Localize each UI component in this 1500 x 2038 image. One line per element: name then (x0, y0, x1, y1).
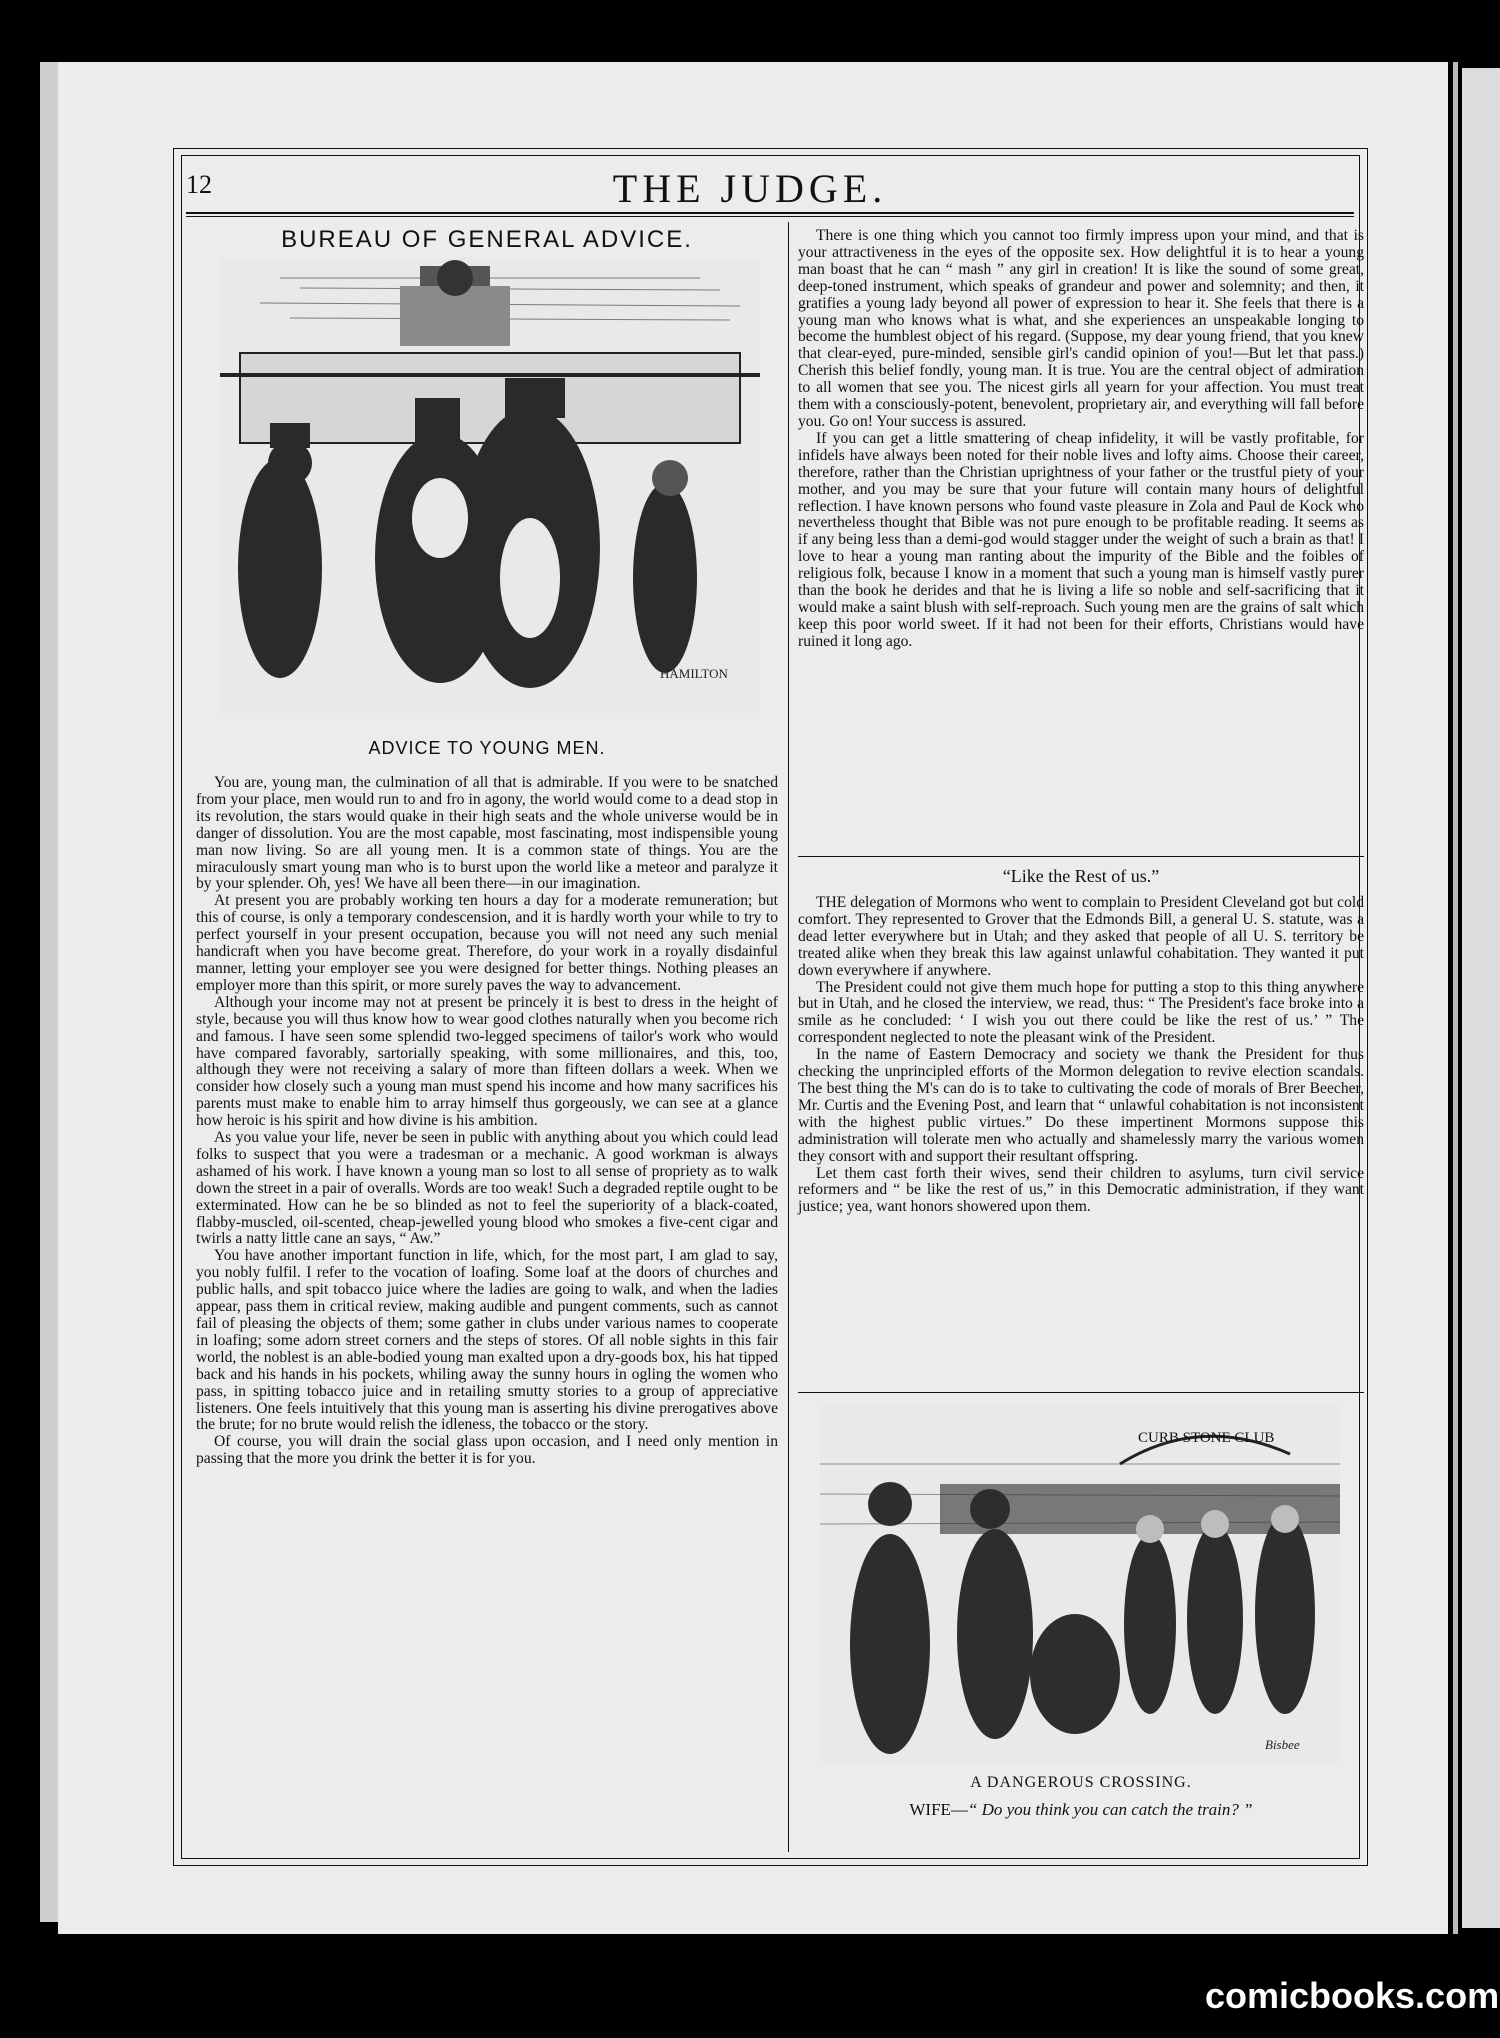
article-paragraph: You have another important function in life, which, for the most part, I am glad to say, you nobly fulfil. I refer to the vocation of loafing. Some loaf at the doors of churches and public halls, and spit tobacco juice where the ladies are going to walk, and when the ladies appear, pass them in critical review, making audible and pungent comments, such as cannot fail of pleasing the objects of them; some gather in clubs under various names to cooperate in loafing; some adorn street corners and the steps of stores. Of all noble sights in this fair world, the noblest is an able-bodied young man exalted upon a dry-goods box, his hat tipped back and his hands in his pockets, whiling away the sunny hours in ogling the women who pass, in spitting tobacco juice and in retailing smutty stories to a group of appreciative listeners. One feels intuitively that this young man is asserting his divine prerogatives above the brute; for no brute would relish the idleness, the tobacco or the story. (196, 1247, 778, 1434)
cartoon-caption-dialogue (798, 1800, 1364, 1820)
masthead-rule-thin (186, 216, 1354, 217)
advice-cartoon-drawing (220, 258, 760, 713)
cartoon-signature: Bisbee (1265, 1737, 1300, 1752)
article-paragraph: THE delegation of Mormons who went to complain to President Cleveland got but cold comfort. They represented to Grover that the Edmonds Bill, a general U. S. statute, was a dead letter everywhere but in Utah; and they asked that people of all U. S. territory be treated alike when they break this law against unlawful cohabitation. They wanted it put down everywhere if anywhere. (798, 894, 1364, 979)
cartoon-sign-text: CURB STONE CLUB (1138, 1430, 1275, 1446)
article-paragraph: The President could not give them much hope for putting a stop to this thing anywhere but in Utah, and he closed the interview, we read, thus: “ The President's face broke into a smile as he concluded: ‘ I wish you out there could be like the rest of us.’ ” The correspondent neglected to note the pleasant wink of the President. (798, 978, 1364, 1047)
column-divider (788, 222, 789, 1852)
adjacent-page-edge (1462, 68, 1500, 1928)
advice-cartoon-illustration (220, 258, 760, 713)
cartoon-signature: HAMILTON (660, 666, 728, 681)
article-title: ADVICE TO YOUNG MEN. (368, 738, 606, 758)
article-paragraph: As you value your life, never be seen in public with anything about you which could lead folks to suspect that you were a tradesman or a mechanic. A good workman is always ashamed of his work. I have known a young man so lost to all sense of propriety as to walk down the street in a pair of overalls. Words are too weak! Such a degraded reptile ought to be exterminated. How can he be so blinded as not to feel the superiority of a black-coated, flabby-muscled, oil-scented, cheap-jewelled young blood who smokes a five-cent cigar and twirls a natty little cane an says, “ Aw.” (196, 1129, 778, 1248)
article-paragraph: Let them cast forth their wives, send their children to asylums, turn civil service reformers and “ be like the rest of us,” in this Democratic administration, if they want justice; yea, want honors showered upon them. (798, 1164, 1364, 1216)
page-number: 12 (186, 170, 212, 199)
cartoon-caption-title: A DANGEROUS CROSSING. (970, 1774, 1192, 1791)
article-paragraph: You are, young man, the culmination of all that is admirable. If you were to be snatched from your place, men would run to and fro in agony, the world would come to a dead stop in its revolution, the stars would quake in their high seats and the whole universe would be in danger of dissolution. You are the most capable, most fascinating, most indispensible young man now living. So are all young men. It is a common state of things. You are the miraculously smart young man who is to burst upon the world like a meteor and paralyze it by your splender. Oh, yes! We have all been there—in our imagination. (196, 774, 778, 893)
article-paragraph: At present you are probably working ten hours a day for a moderate remuneration; but this of course, is only a temporary condescension, and it is hardly worth your while to try to perfect yourself in your present occupation, because you will not need any such menial handicraft when you have become great. Therefore, do your work in a royally disdainful manner, letting your employer see you were designed for better things. Nothing pleases an employer more than this spirit, or more surely paves the way to advancement. (196, 892, 778, 994)
article-paragraph: Of course, you will drain the social glass upon occasion, and I need only mention in passing that the more you drink the better it is for you. (196, 1433, 778, 1468)
masthead-title: THE JUDGE. (612, 166, 888, 211)
crossing-cartoon-illustration (820, 1404, 1340, 1764)
article-paragraph: In the name of Eastern Democracy and society we thank the President for thus checking the unprincipled efforts of the Mormon delegation to revive election scandals. The best thing the M's can do is to take to cultivating the code of morals of Brer Beecher, Mr. Curtis and the Evening Post, and learn that “ unlawful cohabitation is not inconsistent with the highest public virtues.” Do these impertinent Mormons suppose this administration will tolerate men who actually and shamelessly marry the various women they consort with and support their resultant offspring. (798, 1046, 1364, 1165)
page-edge-shadow (1453, 62, 1458, 1934)
section-title: BUREAU OF GENERAL ADVICE. (281, 226, 693, 253)
advice-article-body (196, 775, 778, 1468)
advice-article-continued (798, 228, 1364, 651)
article-paragraph: Although your income may not at present be princely it is best to dress in the height of style, because you will thus know how to wear good clothes naturally when you become rich and famous. I have seen some splendid two-legged specimens of tailor's work who would have compared favorably, sartorially speaking, with some millionaires, and this, too, although they were not receiving a salary of more than fifteen dollars a week. When we consider how closely such a young man must spend his income and how many sacrifices his parents must make to enable him to array himself thus gorgeously, we can see at a glance how heroic is his spirit and how divine is his ambition. (196, 993, 778, 1130)
caption-speaker: WIFE— (909, 1800, 968, 1819)
section-divider-right (798, 856, 1364, 857)
masthead-rule (186, 212, 1354, 214)
cartoon-divider-right (798, 1392, 1364, 1393)
article-paragraph: If you can get a little smattering of cheap infidelity, it will be vastly profitable, for infidels have always been noted for their noble lives and lofty aims. Choose their career, therefore, rather than the Christian uprightness of your father or the trustful piety of your mother, and you may be sure that your future will contain many hours of delightful reflection. I have known persons who found vaste pleasure in Zola and Paul de Kock who nevertheless thought that Bible was not pure enough to be profitable reading. It seems as if any being less than a demi-god would stagger under the weight of such a brain as that! I love to hear a young man ranting about the impurity of the Bible and the foibles of religious folk, because I know in a moment that such a young man is himself vastly purer than the book he derides and that he is living a life so noble and self-sacrificing that it would make a saint blush with self-reproach. Such young men are the grains of salt which keep this poor world sweet. If it had not been for their efforts, Christians would have ruined it long ago. (798, 429, 1364, 650)
article-title-like-rest: “Like the Rest of us.” (1002, 866, 1160, 886)
article-paragraph: There is one thing which you cannot too firmly impress upon your mind, and that is your attractiveness in the eyes of the opposite sex. How delightful it is to hear a young man boast that he can “ mash ” any girl in creation! It is like the sound of some great, deep-toned instrument, which speaks of grandeur and power and solemnity; and then, it gratifies a young lady beyond all power of expression to hear it. She feels that there is a young man who knows what is what, and she experiences an unspeakable longing to become the humblest object of his regard. (Suppose, my dear young friend, that you knew that clear-eyed, pure-minded, sensible girl's candid opinion of you!—But let that pass.) Cherish this belief fondly, young man. It is true. You are the central object of admiration to all women that see you. The nicest girls all yearn for your affection. You must treat them with a consciously-potent, benevolent, proprietary air, and everything will fall before you. Go on! Your success is assured. (798, 227, 1364, 430)
caption-quote: “ Do you think you can catch the train? ” (967, 1800, 1253, 1819)
watermark: comicbooks.com (1205, 1975, 1500, 2016)
crossing-cartoon-drawing (820, 1404, 1340, 1764)
mormon-article-body (798, 895, 1364, 1216)
